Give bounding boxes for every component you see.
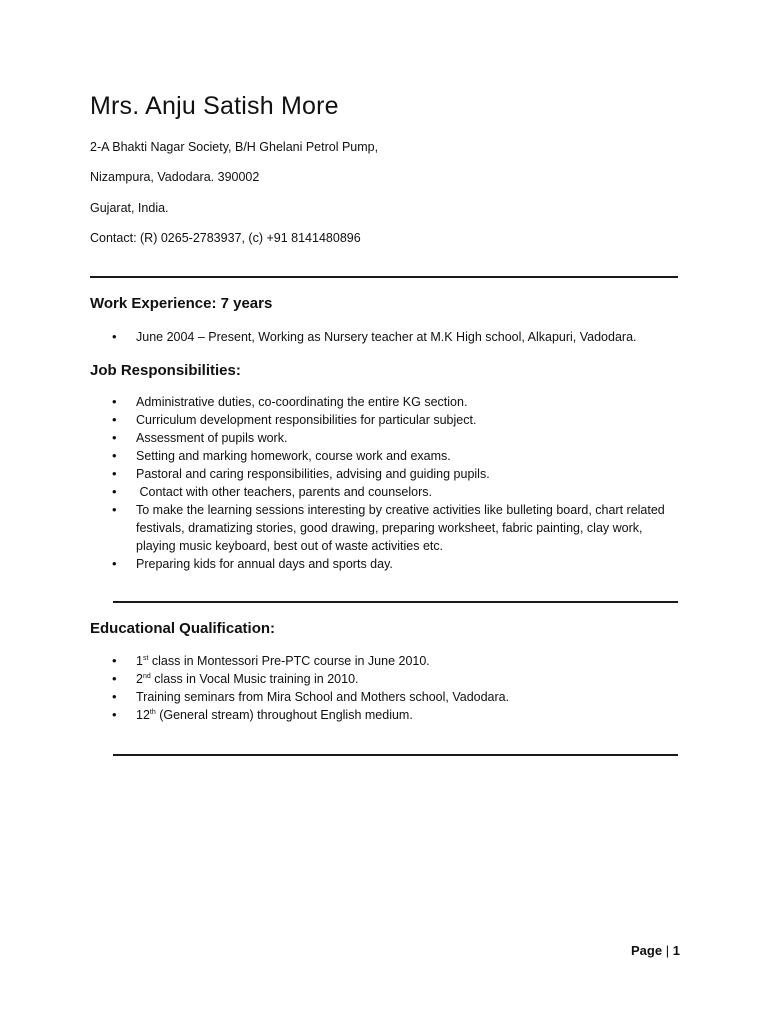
- divider-top: [90, 276, 678, 278]
- work-experience-title: Work Experience: 7 years: [90, 295, 273, 312]
- list-item: • Setting and marking homework, course work and exams.: [112, 447, 672, 465]
- list-item: • To make the learning sessions interesting by creative activities like bulleting board, chart related festivals, dramatizing stories, good drawing, preparing worksheet, fabric painting, clay work, playing music keyboard, best out of waste activities etc.: [112, 501, 672, 555]
- list-item: • Assessment of pupils work.: [112, 429, 672, 447]
- page-label: Page: [631, 943, 663, 958]
- education-title: Educational Qualification:: [90, 620, 276, 637]
- list-item: • Preparing kids for annual days and sports day.: [112, 555, 672, 573]
- divider-middle: [113, 601, 678, 603]
- list-item: • 2nd class in Vocal Music training in 2010.: [112, 670, 672, 688]
- list-item: • Contact with other teachers, parents and counselors.: [112, 483, 672, 501]
- page-number: 1: [672, 943, 680, 958]
- list-item: • 1st class in Montessori Pre-PTC course in June 2010.: [112, 652, 672, 670]
- page-footer: [631, 943, 680, 958]
- job-responsibilities-title: Job Responsibilities:: [90, 362, 241, 379]
- list-item: • Pastoral and caring responsibilities, advising and guiding pupils.: [112, 465, 672, 483]
- list-item: • Training seminars from Mira School and Mothers school, Vadodara.: [112, 688, 672, 706]
- work-experience-list: [112, 328, 672, 346]
- job-responsibilities-list: [112, 393, 672, 573]
- contact-line: Contact: (R) 0265-2783937, (c) +91 8141480896: [90, 231, 361, 245]
- divider-bottom: [113, 754, 678, 756]
- education-list: [112, 652, 672, 724]
- address-line-1: 2-A Bhakti Nagar Society, B/H Ghelani Petrol Pump,: [90, 140, 379, 154]
- candidate-name: Mrs. Anju Satish More: [90, 92, 339, 120]
- list-item: • Administrative duties, co-coordinating the entire KG section.: [112, 393, 672, 411]
- address-line-3: Gujarat, India.: [90, 201, 169, 215]
- page-separator: |: [662, 943, 673, 958]
- list-item: • 12th (General stream) throughout English medium.: [112, 706, 672, 724]
- list-item: • Curriculum development responsibilities for particular subject.: [112, 411, 672, 429]
- address-line-2: Nizampura, Vadodara. 390002: [90, 170, 260, 184]
- list-item: • June 2004 – Present, Working as Nursery teacher at M.K High school, Alkapuri, Vadodara.: [112, 328, 672, 346]
